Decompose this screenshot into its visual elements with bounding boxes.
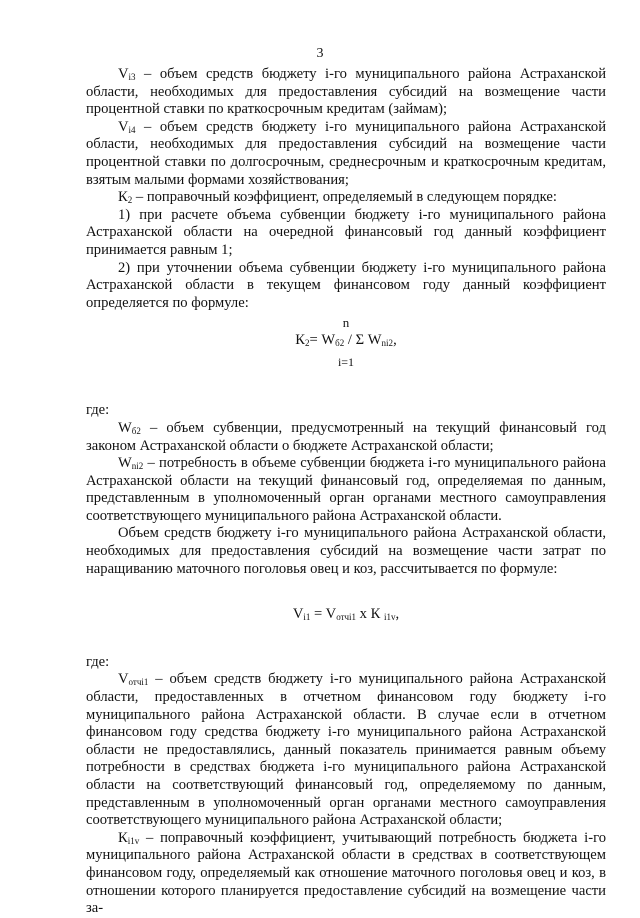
where-label-1: где:: [86, 402, 110, 419]
rule-item-2: 2) при уточнении объема субвенции бюджету i-го муниципального района Астраханской области в текущем финансовом году данный коэффициент определяется по формуле:: [86, 259, 606, 311]
page-number: 3: [316, 46, 324, 61]
formula-sum-lower-limit: i=1: [337, 355, 355, 370]
definition-wni2: $W_{ni2}$ – потребность в объеме субвенции бюджета i-го муниципального района Астраханской области на текущий финансовый год, определяемая по данным, представленным в уполномоченный орган органами местного самоуправления соответствующего муниципального района Астраханской области.: [86, 455, 606, 524]
formula-sum-upper-limit: n: [342, 315, 350, 331]
definition-vi4: $V_{i4}$ – объем средств бюджету i-го муниципального района Астраханской области, необходимых для предоставления субсидий на возмещение части процентной ставки по долгосрочным, среднесрочным и краткосрочным кредитам, взятым малыми формами хозяйствования;: [86, 118, 606, 188]
formula-k2-expression: $К_2= W_{б2} / \Sigma$ $W_{ni2}$,: [295, 332, 397, 349]
rule-item-1: 1) при расчете объема субвенции бюджету i-го муниципального района Астраханской области на очередной финансовый год данный коэффициент принимается равным 1;: [86, 206, 606, 258]
definition-ki1v: $К_{i1v}$ – поправочный коэффициент, учитывающий потребность бюджета i-го муниципального района Астраханской области в средствах в соответствующем финансовом году, определяемый как отношение маточного поголовья овец и коз, в отношении которого планируется предоставление субсидий на возмещение части за-: [86, 829, 606, 917]
document-body: [86, 66, 606, 918]
where-label-2: где:: [86, 653, 110, 670]
formula-vi1: $V_{i1} = V_{отчi1}$ х К $_{i1v}$,: [292, 606, 400, 623]
definition-wb2: $W_{б2}$ – объем субвенции, предусмотренный на текущий финансовый год законом Астраханской области о бюджете Астраханской области;: [86, 419, 606, 454]
formula-k2: [86, 312, 606, 384]
definition-vi3: $V_{i3}$ – объем средств бюджету i-го муниципального района Астраханской области, необходимых для предоставления субсидий на возмещение части процентной ставки по краткосрочным кредитам (займам);: [86, 66, 606, 118]
definition-votchi1: $V_{отчi1}$ – объем средств бюджету i-го муниципального района Астраханской области, предоставленных в отчетном финансовом году бюджету i-го муниципального района Астраханской области. В случае если в отчетном финансовом году средства бюджету i-го муниципального района Астраханской области не предоставлялись, данный показатель принимается равным объему потребности в средствах бюджета i-го муниципального района Астраханской области на соответствующий финансовый год, определяемому по данным, представленным в уполномоченный орган органами местного самоуправления соответствующего муниципального района Астраханской области;: [86, 671, 606, 829]
definition-k2: $К_2$ – поправочный коэффициент, определяемый в следующем порядке:: [118, 189, 557, 206]
paragraph-subsidy-volume: Объем средств бюджету i-го муниципального района Астраханской области, необходимых для предоставления субсидий на возмещение части затрат по наращиванию маточного поголовья овец и коз, рассчитывается по формуле:: [86, 525, 606, 577]
